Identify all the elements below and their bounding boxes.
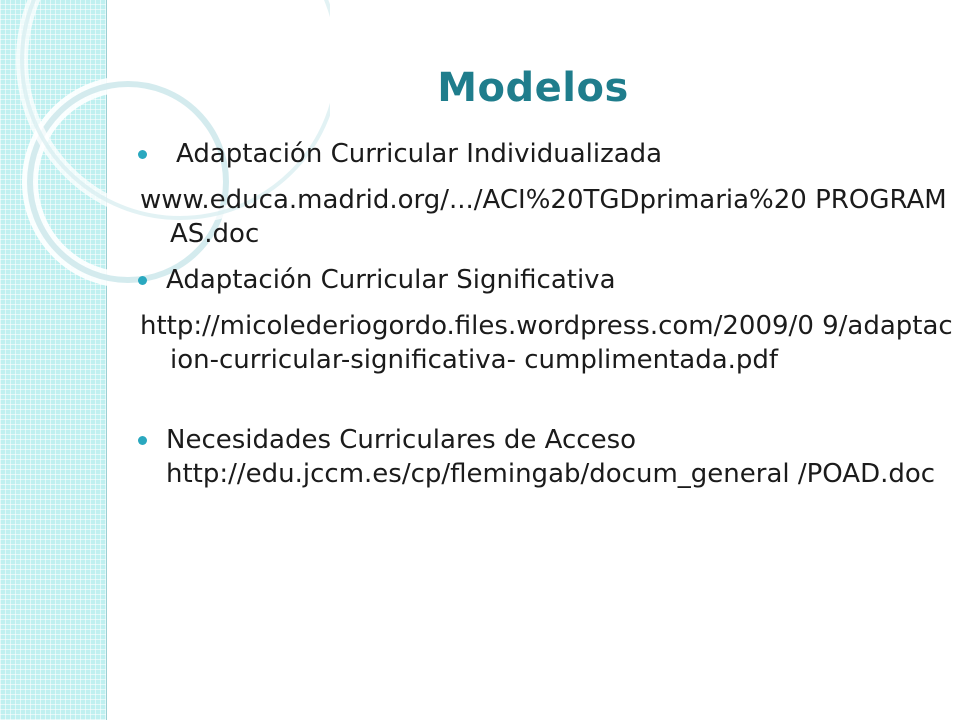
list-item [132,137,954,171]
list-item [132,183,954,251]
link-text[interactable]: http://micolederiogordo.files.wordpress.com/2009/0 9/adaptacion-curricular-significativa- cumplimentada.pdf [140,311,953,375]
bullet-icon [138,276,147,285]
item-label: Adaptación Curricular Significativa [166,265,616,295]
link-text[interactable]: http://edu.jccm.es/cp/flemingab/docum_general /POAD.doc [166,459,936,489]
item-label: Necesidades Curriculares de Acceso [166,425,637,455]
item-label: Adaptación Curricular Individualizada [176,139,663,169]
link-text[interactable]: www.educa.madrid.org/.../ACI%20TGDprimaria%20 PROGRAMAS.doc [140,185,947,249]
slide-title: Modelos [437,65,629,111]
list-item [132,263,954,297]
list-item [132,309,954,377]
slide-content [132,137,954,503]
list-item [132,423,954,491]
bullet-icon [138,436,147,445]
bullet-icon [138,150,147,159]
